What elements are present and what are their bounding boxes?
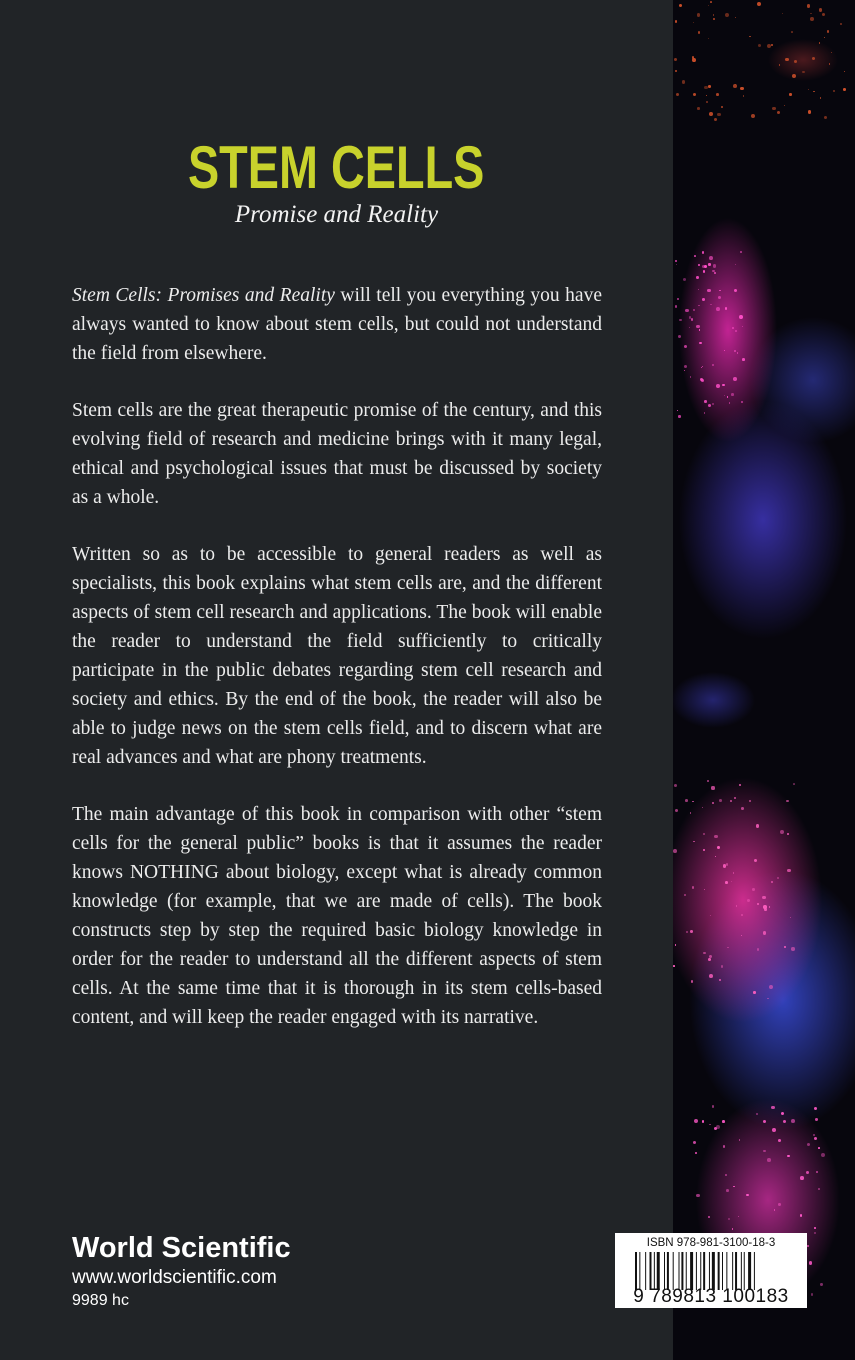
cell-speck bbox=[821, 1153, 825, 1157]
cell-speck bbox=[741, 401, 743, 403]
cell-speck bbox=[807, 1143, 810, 1146]
cell-speck bbox=[742, 326, 744, 328]
blurb-paragraph-3: Written so as to be accessible to general readers as well as specialists, this book explains what stem cells are, and the different aspects of stem cell research and applications. The book will enable the reader to understand the field sufficiently to critically participate in the public debates regarding stem cell research and society and ethics. By the end of the book, the reader will also be able to judge news on the stem cells field, and to discern what are real advances and what are phony treatments. bbox=[72, 544, 602, 768]
cell-speck bbox=[726, 863, 728, 865]
cell-speck bbox=[703, 270, 706, 273]
cell-speck bbox=[781, 1112, 784, 1115]
cell-speck bbox=[791, 1119, 795, 1123]
cell-speck bbox=[694, 1119, 698, 1123]
cell-speck bbox=[772, 107, 775, 110]
cell-speck bbox=[675, 260, 677, 262]
cell-speck bbox=[703, 952, 705, 954]
barcode-bar bbox=[712, 1252, 715, 1290]
blurb-italic-lead: Stem Cells: Promises and Reality bbox=[72, 285, 335, 306]
cell-speck bbox=[740, 251, 742, 253]
cell-speck bbox=[779, 64, 780, 65]
cover-image-panel bbox=[673, 0, 855, 1360]
cell-speck bbox=[675, 305, 678, 308]
cell-speck bbox=[814, 1232, 816, 1234]
barcode-bar bbox=[645, 1252, 646, 1290]
cell-speck bbox=[843, 88, 846, 91]
cell-speck bbox=[690, 930, 693, 933]
cell-speck bbox=[707, 289, 710, 292]
cell-speck bbox=[675, 70, 677, 72]
barcode-bar bbox=[673, 1252, 674, 1290]
cell-speck bbox=[690, 376, 692, 378]
cell-speck bbox=[767, 1158, 771, 1162]
cell-speck bbox=[733, 84, 737, 88]
cell-speck bbox=[684, 894, 686, 896]
cell-speck bbox=[800, 1176, 804, 1180]
cell-speck bbox=[740, 87, 744, 91]
cell-speck bbox=[706, 101, 708, 103]
cell-speck bbox=[769, 985, 773, 989]
cell-speck bbox=[692, 801, 693, 802]
cell-speck bbox=[780, 830, 784, 834]
cell-speck bbox=[708, 38, 709, 39]
barcode-bar bbox=[726, 1252, 727, 1290]
cell-speck bbox=[712, 1105, 715, 1108]
cell-speck bbox=[679, 319, 682, 322]
cell-speck bbox=[819, 8, 823, 12]
cell-speck bbox=[810, 17, 814, 21]
barcode-bar bbox=[681, 1252, 683, 1290]
blurb-paragraph-1 bbox=[72, 281, 602, 368]
blurb bbox=[72, 281, 602, 1060]
cell-speck bbox=[685, 309, 688, 312]
cell-speck bbox=[778, 1203, 780, 1205]
blurb-paragraph-2: Stem cells are the great therapeutic promise of the century, and this evolving field of research and medicine brings with it many legal, ethical and psychological issues that must be discussed by society as a whole. bbox=[72, 400, 602, 508]
cell-speck bbox=[820, 1283, 822, 1285]
cell-speck bbox=[724, 350, 725, 351]
cell-speck bbox=[815, 1118, 818, 1121]
cell-speck bbox=[819, 42, 820, 43]
cell-speck bbox=[686, 931, 688, 933]
cell-speck bbox=[794, 60, 797, 63]
cell-speck bbox=[692, 886, 694, 888]
cell-speck bbox=[735, 330, 737, 332]
cell-speck bbox=[679, 4, 683, 8]
cell-speck bbox=[734, 289, 737, 292]
cell-speck bbox=[702, 807, 703, 808]
cell-speck bbox=[718, 296, 721, 299]
cell-speck bbox=[739, 784, 741, 786]
cell-speck bbox=[709, 112, 713, 116]
cell-speck bbox=[709, 256, 713, 260]
cell-speck bbox=[763, 1150, 765, 1152]
cell-speck bbox=[708, 1216, 710, 1218]
cell-speck bbox=[704, 412, 705, 413]
cell-speck bbox=[730, 800, 732, 802]
cell-speck bbox=[734, 797, 736, 799]
cell-speck bbox=[814, 1137, 817, 1140]
cell-speck bbox=[749, 36, 751, 38]
barcode-bar bbox=[664, 1252, 665, 1290]
cell-speck bbox=[712, 364, 714, 366]
cell-speck bbox=[791, 31, 793, 33]
cell-speck bbox=[698, 305, 700, 307]
barcode-bar bbox=[741, 1252, 742, 1290]
cell-speck bbox=[675, 809, 678, 812]
cell-speck bbox=[721, 106, 724, 109]
cell-speck bbox=[757, 2, 761, 6]
cell-speck bbox=[716, 1125, 720, 1129]
cell-speck bbox=[693, 1141, 696, 1144]
barcode-bar bbox=[690, 1252, 693, 1290]
cell-speck bbox=[732, 327, 734, 329]
cell-speck bbox=[733, 377, 737, 381]
cell-speck bbox=[814, 1227, 816, 1229]
barcode-bar bbox=[686, 1252, 687, 1290]
cell-speck bbox=[737, 352, 739, 354]
barcode-bar bbox=[718, 1252, 720, 1290]
cell-speck bbox=[703, 833, 705, 835]
cell-speck bbox=[727, 947, 728, 948]
barcode-bar bbox=[709, 1252, 710, 1290]
cell-speck bbox=[704, 400, 707, 403]
cell-speck bbox=[708, 958, 711, 961]
cell-speck bbox=[739, 315, 743, 319]
cell-speck bbox=[831, 52, 832, 53]
cell-speck bbox=[724, 395, 725, 396]
cell-speck bbox=[721, 965, 724, 968]
blurb-paragraph-text: will tell you everything you have always wanted to know about stem cells, but could not understand the field from elsewhere. bbox=[72, 285, 602, 364]
cell-speck bbox=[684, 370, 685, 371]
cell-speck bbox=[763, 1120, 766, 1123]
cell-speck bbox=[698, 31, 701, 34]
cell-speck bbox=[689, 327, 690, 328]
cell-speck bbox=[677, 410, 679, 412]
barcode-bar bbox=[654, 1252, 655, 1290]
cell-speck bbox=[678, 335, 681, 338]
cell-speck bbox=[714, 272, 716, 274]
cell-speck bbox=[712, 403, 714, 405]
cell-speck bbox=[808, 110, 811, 113]
cell-speck bbox=[741, 914, 743, 916]
cell-speck bbox=[708, 263, 710, 265]
blurb-paragraph-4: The main advantage of this book in comparison with other “stem cells for the general public” books is that it assumes the reader knows NOTHING about biology, except what is already common knowledge (for example, that we are made of cells). The book constructs step by step the required basic biology knowledge in order for the reader to understand all the different aspects of stem cells. At the same time that it is thorough in its stem cells-based content, and will keep the reader engaged with its narrative. bbox=[72, 804, 602, 1028]
cell-speck bbox=[771, 881, 773, 883]
cell-speck bbox=[709, 1124, 711, 1126]
cell-speck bbox=[716, 307, 720, 311]
cell-speck bbox=[710, 1, 712, 3]
cell-speck bbox=[685, 799, 688, 802]
cell-speck bbox=[704, 86, 707, 89]
cell-speck bbox=[697, 107, 700, 110]
isbn-digits: 9 789813 100183 bbox=[633, 1286, 789, 1307]
cell-speck bbox=[710, 304, 712, 306]
cell-speck bbox=[725, 881, 728, 884]
cell-speck bbox=[824, 116, 827, 119]
cell-speck bbox=[762, 896, 765, 899]
barcode-bar bbox=[650, 1252, 652, 1290]
cell-speck bbox=[719, 979, 721, 981]
cell-speck bbox=[731, 881, 732, 882]
cell-speck bbox=[757, 948, 759, 950]
barcode-bar bbox=[635, 1252, 637, 1290]
cell-speck bbox=[726, 1189, 729, 1192]
cell-speck bbox=[727, 396, 729, 398]
cell-speck bbox=[704, 889, 705, 890]
edition-code: 9989 hc bbox=[72, 1292, 129, 1309]
barcode-bar bbox=[700, 1252, 701, 1290]
cell-speck bbox=[829, 63, 831, 65]
cell-speck bbox=[677, 298, 679, 300]
cell-speck bbox=[771, 1106, 774, 1109]
barcode-bar bbox=[703, 1252, 705, 1290]
cell-speck bbox=[695, 1152, 697, 1154]
cell-speck bbox=[732, 1228, 733, 1229]
cell-speck bbox=[678, 415, 680, 417]
cell-speck bbox=[747, 899, 750, 902]
cell-speck bbox=[684, 365, 687, 368]
cell-speck bbox=[790, 917, 791, 918]
cell-speck bbox=[676, 264, 678, 266]
cell-speck bbox=[708, 404, 711, 407]
cell-speck bbox=[820, 97, 822, 99]
cell-speck bbox=[844, 71, 846, 73]
cell-speck bbox=[701, 367, 703, 369]
cell-speck bbox=[708, 5, 709, 6]
cell-speck bbox=[709, 974, 713, 978]
publisher-website: www.worldscientific.com bbox=[72, 1267, 277, 1288]
barcode-bar bbox=[744, 1252, 745, 1290]
cell-speck bbox=[777, 877, 779, 879]
cell-speck bbox=[778, 1139, 781, 1142]
barcode-bar bbox=[722, 1252, 723, 1290]
cell-speck bbox=[752, 888, 755, 891]
cell-speck bbox=[714, 835, 718, 839]
cell-speck bbox=[702, 1120, 704, 1122]
cell-speck bbox=[684, 345, 687, 348]
cell-speck bbox=[812, 57, 815, 60]
cell-speck bbox=[757, 903, 759, 905]
cell-speck bbox=[735, 264, 736, 265]
cell-speck bbox=[827, 30, 830, 33]
cell-speck bbox=[767, 998, 768, 999]
cell-speck bbox=[676, 93, 679, 96]
cell-speck bbox=[754, 859, 758, 863]
cell-speck bbox=[675, 944, 676, 945]
cell-speck bbox=[728, 1218, 730, 1220]
cell-speck bbox=[735, 17, 736, 18]
cell-speck bbox=[777, 111, 780, 114]
cell-speck bbox=[793, 783, 795, 785]
cell-speck bbox=[786, 800, 789, 803]
cell-speck bbox=[690, 812, 691, 813]
cell-speck bbox=[789, 93, 791, 95]
cell-speck bbox=[806, 1171, 809, 1174]
cell-speck bbox=[710, 915, 711, 916]
isbn-label: ISBN 978-981-3100-18-3 bbox=[646, 1237, 776, 1249]
barcode-bar bbox=[639, 1252, 640, 1290]
cell-speck bbox=[715, 856, 716, 857]
cell-speck bbox=[756, 1113, 758, 1115]
cell-speck bbox=[742, 358, 745, 361]
cell-speck bbox=[674, 58, 677, 61]
cell-speck bbox=[808, 89, 809, 90]
cell-speck bbox=[769, 906, 771, 908]
cell-speck bbox=[725, 1174, 727, 1176]
cell-speck bbox=[719, 799, 722, 802]
cell-speck bbox=[713, 18, 714, 19]
cell-speck bbox=[736, 905, 738, 907]
cell-speck bbox=[753, 991, 755, 993]
cell-speck bbox=[696, 325, 700, 329]
cell-speck bbox=[733, 872, 734, 873]
cell-speck bbox=[743, 95, 744, 96]
cell-speck bbox=[702, 251, 704, 253]
cell-speck bbox=[741, 807, 744, 810]
cell-speck bbox=[674, 784, 677, 787]
cell-speck bbox=[792, 74, 796, 78]
barcode-bar bbox=[748, 1252, 751, 1290]
cell-speck bbox=[756, 824, 759, 827]
cell-speck bbox=[703, 849, 705, 851]
cell-speck bbox=[840, 23, 842, 25]
cell-speck bbox=[771, 44, 773, 46]
cell-speck bbox=[702, 298, 705, 301]
cell-speck bbox=[716, 93, 719, 96]
cell-speck bbox=[693, 93, 696, 96]
publisher-name: World Scientific bbox=[72, 1232, 291, 1264]
cell-speck bbox=[739, 1139, 741, 1141]
barcode-bar bbox=[679, 1252, 680, 1290]
cell-speck bbox=[707, 780, 709, 782]
cell-speck bbox=[767, 44, 771, 48]
cell-speck bbox=[691, 980, 694, 983]
cell-speck bbox=[716, 384, 720, 388]
cell-speck bbox=[699, 342, 701, 344]
cell-speck bbox=[818, 1188, 820, 1190]
cell-speck bbox=[731, 393, 734, 396]
cell-speck bbox=[698, 289, 699, 290]
cell-speck bbox=[784, 105, 785, 106]
book-title: STEM CELLS bbox=[187, 134, 485, 201]
cell-speck bbox=[673, 965, 675, 967]
cell-speck bbox=[811, 1293, 814, 1296]
cell-speck bbox=[682, 80, 686, 84]
cell-speck bbox=[749, 800, 751, 802]
barcode-bars bbox=[635, 1252, 795, 1290]
cell-speck bbox=[791, 947, 794, 950]
cell-speck bbox=[814, 1107, 817, 1110]
cell-speck bbox=[675, 20, 677, 22]
cell-speck bbox=[713, 14, 714, 15]
cell-speck bbox=[782, 13, 783, 14]
cell-speck bbox=[833, 90, 835, 92]
cell-speck bbox=[787, 1155, 789, 1157]
isbn-barcode bbox=[615, 1233, 807, 1308]
cell-speck bbox=[746, 1194, 748, 1196]
cell-speck bbox=[713, 264, 717, 268]
cell-speck bbox=[818, 1147, 820, 1149]
cell-speck bbox=[764, 908, 767, 911]
cell-speck bbox=[751, 114, 755, 118]
cell-speck bbox=[693, 841, 694, 842]
cell-speck bbox=[816, 1171, 818, 1173]
barcode-bar bbox=[735, 1252, 737, 1290]
cell-speck bbox=[810, 13, 812, 15]
cell-speck bbox=[723, 1145, 725, 1147]
cell-speck bbox=[738, 1216, 739, 1217]
cell-speck bbox=[699, 329, 700, 330]
cell-speck bbox=[822, 13, 825, 16]
barcode-bar bbox=[696, 1252, 697, 1290]
cell-speck bbox=[725, 307, 727, 309]
barcode-bar bbox=[657, 1252, 660, 1290]
cell-speck bbox=[714, 118, 717, 121]
barcode-bar bbox=[667, 1252, 669, 1290]
cell-speck bbox=[784, 946, 786, 948]
cell-speck bbox=[711, 786, 714, 789]
cell-speck bbox=[696, 1194, 699, 1197]
cell-speck bbox=[697, 13, 701, 17]
cell-speck bbox=[706, 95, 707, 96]
cell-speck bbox=[698, 264, 700, 266]
barcode-bar bbox=[732, 1252, 733, 1290]
cell-speck bbox=[824, 37, 825, 38]
cell-speck bbox=[802, 71, 805, 74]
cell-speck bbox=[693, 309, 696, 312]
cell-speck bbox=[813, 91, 815, 93]
cell-speck bbox=[722, 1120, 725, 1123]
cell-speck bbox=[691, 318, 693, 320]
cell-speck bbox=[813, 1134, 815, 1136]
cell-speck bbox=[717, 846, 720, 849]
cell-speck bbox=[692, 58, 696, 62]
book-subtitle: Promise and Reality bbox=[234, 201, 439, 228]
cell-speck bbox=[689, 316, 691, 318]
cell-speck bbox=[725, 13, 729, 17]
cell-speck bbox=[800, 1214, 802, 1216]
cell-speck bbox=[787, 869, 791, 873]
cell-speck bbox=[729, 402, 730, 403]
cell-speck bbox=[708, 85, 711, 88]
cell-speck bbox=[787, 833, 789, 835]
barcode-bar bbox=[754, 1252, 755, 1290]
cell-speck bbox=[741, 935, 742, 936]
cell-speck bbox=[712, 802, 713, 803]
cell-speck bbox=[763, 931, 767, 935]
cell-speck bbox=[717, 113, 720, 116]
cell-speck bbox=[774, 1209, 776, 1211]
cell-speck bbox=[696, 276, 699, 279]
cell-speck bbox=[722, 384, 724, 386]
cell-speck bbox=[719, 290, 721, 292]
cell-speck bbox=[785, 58, 789, 62]
cell-speck bbox=[683, 278, 686, 281]
cell-speck bbox=[809, 1261, 813, 1265]
cell-speck bbox=[772, 1128, 776, 1132]
cell-speck bbox=[783, 1120, 786, 1123]
cell-speck bbox=[758, 44, 762, 48]
cell-speck bbox=[807, 4, 810, 7]
cell-speck bbox=[693, 22, 694, 23]
cell-speck bbox=[694, 255, 696, 257]
cell-speck bbox=[733, 1186, 734, 1187]
cell-speck bbox=[673, 849, 677, 853]
